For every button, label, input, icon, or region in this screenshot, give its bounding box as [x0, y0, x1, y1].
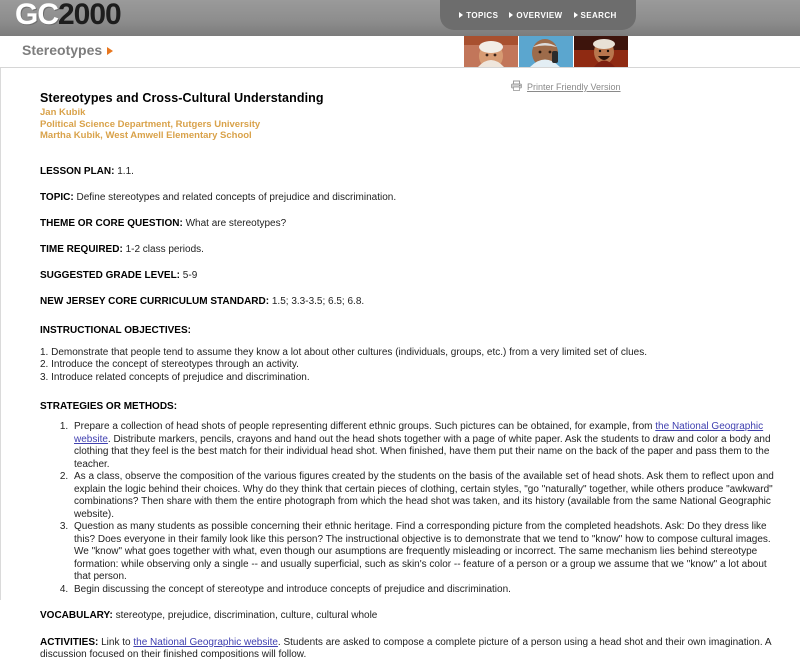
nav-item-overview-label: OVERVIEW	[516, 10, 563, 20]
list-item	[71, 521, 775, 584]
list-item	[71, 471, 775, 521]
printer-friendly-link[interactable]: Printer Friendly Version	[527, 82, 621, 92]
nav-item-search-label: SEARCH	[580, 10, 617, 20]
chevron-right-icon	[107, 47, 113, 55]
meta-row-grade-level	[40, 269, 775, 282]
meta-label: TOPIC:	[40, 191, 74, 203]
meta-label: TIME REQUIRED:	[40, 243, 123, 255]
nav-item-overview[interactable]	[509, 11, 562, 20]
vocabulary-row	[40, 610, 775, 623]
instructional-objectives-heading: INSTRUCTIONAL OBJECTIVES:	[40, 324, 191, 336]
portrait-thumbnail-1[interactable]	[464, 36, 518, 67]
triangle-bullet-icon	[574, 12, 578, 18]
byline-coauthor: Martha Kubik, West Amwell Elementary School	[40, 130, 252, 141]
national-geographic-link[interactable]: the National Geographic website	[74, 421, 764, 445]
meta-row-nj-standard	[40, 295, 775, 308]
activities-pre: Link to	[101, 636, 134, 648]
meta-row-topic	[40, 191, 775, 204]
site-logo[interactable]	[15, 0, 121, 32]
logo-suffix: 2000	[58, 0, 121, 31]
activities-row	[40, 637, 775, 662]
byline	[40, 107, 775, 142]
strategy-1-post: . Distribute markers, pencils, crayons and hand out the head shots together with a page of white paper. Ask the students to draw and color a body and clothing that they feel is the best match for their individual head shot. When finished, have them put their name on the back of the paper and pass them to the teacher.	[74, 433, 771, 470]
portrait-thumbnail-3[interactable]	[574, 36, 628, 67]
meta-row-time-required	[40, 243, 775, 256]
lesson-metadata	[40, 165, 775, 308]
portrait-thumbnail-2[interactable]	[519, 36, 573, 67]
strategy-4-text: Begin discussing the concept of stereotype and introduce concepts of prejudice and discrimination.	[74, 583, 511, 595]
nav-item-topics-label: TOPICS	[466, 10, 499, 20]
page-title: Stereotypes and Cross-Cultural Understanding	[40, 91, 324, 105]
meta-value: 1.1.	[117, 165, 134, 177]
meta-row-theme	[40, 217, 775, 230]
list-item	[71, 584, 775, 597]
list-item	[71, 421, 775, 471]
logo-prefix: GC	[15, 0, 58, 31]
strategies-list	[40, 421, 775, 596]
strategy-2-text: As a class, observe the composition of the various figures created by the students on the basis of the available set of head shots. Ask them to reflect upon and explain the logic behind their choices. Why do they think that certain pieces of clothing, certain styles, "go "naturally" together, while others produce "awkward" combinations? Then share with them the entire photograph from which the head shot was taken, and its history (available from the same National Geographic website).	[74, 471, 774, 520]
byline-author: Jan Kubik	[40, 107, 86, 118]
document-page	[0, 68, 800, 660]
meta-value: 5-9	[182, 269, 198, 281]
site-masthead	[0, 0, 800, 36]
meta-label: NEW JERSEY CORE CURRICULUM STANDARD:	[40, 295, 270, 307]
meta-value: 1.5; 3.3-3.5; 6.5; 6.8.	[271, 295, 365, 307]
strategies-heading: STRATEGIES OR METHODS:	[40, 401, 178, 412]
meta-row-lesson-plan	[40, 165, 775, 178]
byline-affiliation: Political Science Department, Rutgers University	[40, 118, 261, 130]
document-content	[40, 91, 775, 662]
primary-nav	[440, 0, 636, 30]
instructional-objectives-list	[40, 347, 775, 385]
objective-item: 3. Introduce related concepts of prejudice and discrimination.	[40, 371, 310, 383]
objective-item: 1. Demonstrate that people tend to assume they know a lot about other cultures (individuals, groups, etc.) from a very limited set of clues.	[40, 346, 647, 358]
triangle-bullet-icon	[509, 12, 513, 18]
vocabulary-value: stereotype, prejudice, discrimination, culture, cultural whole	[115, 610, 378, 621]
strategy-1-pre: Prepare a collection of head shots of people representing different ethnic groups. Such pictures can be obtained, for example, from	[74, 421, 656, 432]
meta-label: SUGGESTED GRADE LEVEL:	[40, 269, 181, 281]
meta-value: Define stereotypes and related concepts of prejudice and discrimination.	[76, 191, 397, 203]
portrait-thumbnail-strip	[464, 36, 628, 67]
breadcrumb-bar	[0, 36, 800, 68]
activities-label: ACTIVITIES:	[40, 636, 99, 648]
meta-label: THEME OR CORE QUESTION:	[40, 217, 183, 229]
breadcrumb[interactable]	[22, 42, 113, 58]
meta-value: What are stereotypes?	[185, 217, 287, 229]
national-geographic-link[interactable]: the National Geographic website	[133, 636, 278, 648]
vocabulary-label: VOCABULARY:	[40, 610, 113, 621]
meta-label: LESSON PLAN:	[40, 165, 115, 177]
triangle-bullet-icon	[459, 12, 463, 18]
strategy-3-text: Question as many students as possible concerning their ethnic heritage. Find a corresponding picture from the completed headshots. Ask: Do they dress like this? Does everyone in their family look like this person? The instructional objective is to demonstrate that we tend to "know" how to compose cultural images. We "know" what goes together with what, even though our asumptions are frequently misleading or incorrect. The same mechanism lies behind stereotype formation: while observing only a single -- and usually superficial, such as skin's color -- feature of a person or a group we assume that we "know" a lot about that person.	[74, 521, 771, 582]
nav-item-search[interactable]	[574, 11, 617, 20]
objective-item: 2. Introduce the concept of stereotypes through an activity.	[40, 359, 299, 370]
nav-item-topics[interactable]	[459, 11, 498, 20]
breadcrumb-label: Stereotypes	[22, 42, 103, 58]
meta-value: 1-2 class periods.	[125, 243, 204, 255]
activities-post: . Students are asked to compose a complete picture of a person using a head shot and their own imagination. A discussion focused on their finished compositions will follow.	[40, 636, 771, 660]
